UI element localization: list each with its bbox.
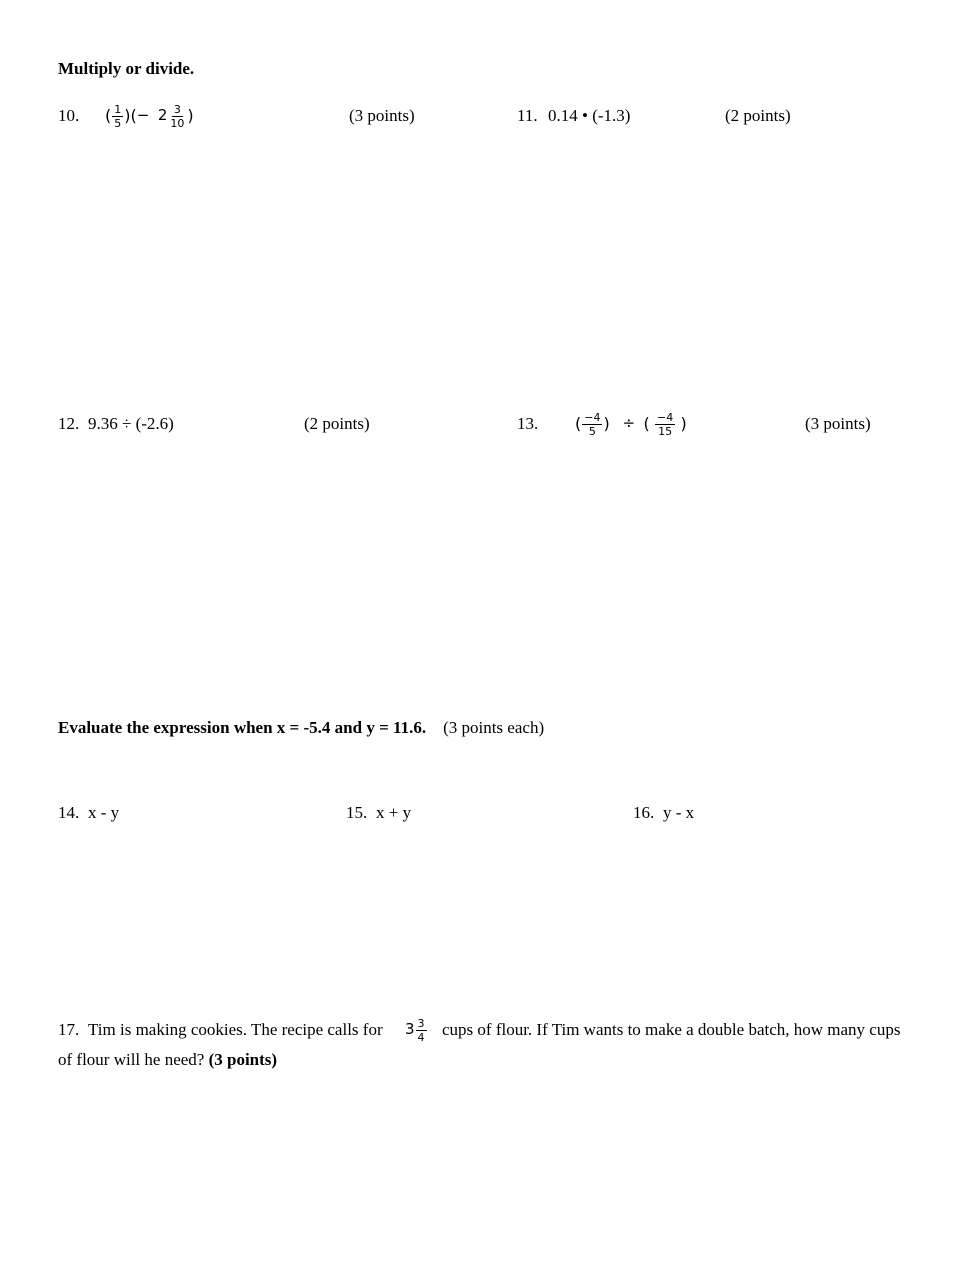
section-heading-evaluate-points: (3 points each) xyxy=(443,718,545,737)
q11-number: 11. xyxy=(517,106,538,125)
q17-line2 xyxy=(58,1050,277,1070)
q13-close-paren-1: ) xyxy=(603,414,610,434)
q10-number: 10. xyxy=(58,106,80,125)
q10-fraction-2-numerator: 3 xyxy=(173,102,181,116)
q17-line2-text: of flour will he need? xyxy=(58,1050,205,1069)
q13-open-paren-2: ( xyxy=(643,414,650,434)
q10-points: (3 points) xyxy=(349,106,415,125)
q12-expression: 9.36 ÷ (-2.6) xyxy=(88,414,174,433)
q13-divide-sign: ÷ xyxy=(622,414,636,432)
q17-points: (3 points) xyxy=(208,1050,278,1069)
q10-fraction-1-numerator: 1 xyxy=(114,102,122,116)
q13-fraction-2-denominator: 15 xyxy=(658,424,673,438)
q10-open-paren-2: ( xyxy=(130,106,137,126)
section-heading-multiply-divide: Multiply or divide. xyxy=(58,59,195,78)
q13-number: 13. xyxy=(517,414,539,433)
q16-number: 16. xyxy=(633,803,655,822)
section-heading-evaluate-text: Evaluate the expression when x = -5.4 and y = 11.6. xyxy=(58,718,427,737)
q13-fraction-2-numerator: −4 xyxy=(657,410,674,424)
q10-whole-number: 2 xyxy=(157,106,168,124)
q12-points: (2 points) xyxy=(304,414,370,433)
q16-expression: y - x xyxy=(663,803,695,822)
q10-open-paren-1: ( xyxy=(105,106,112,126)
q10-minus-sign: − xyxy=(136,106,150,124)
q17-fraction-denominator: 4 xyxy=(417,1030,425,1044)
q10-expression xyxy=(105,100,194,131)
q10-close-paren-1: ) xyxy=(124,106,131,126)
q13-fraction-1-denominator: 5 xyxy=(588,424,596,438)
q10-fraction-2-denominator: 10 xyxy=(170,116,185,130)
q17-text-after: cups of flour. If Tim wants to make a double batch, how many cups xyxy=(442,1020,901,1039)
section-heading-evaluate xyxy=(58,718,544,738)
q10-close-paren-2: ) xyxy=(187,106,194,126)
q13-fraction-1 xyxy=(582,412,602,437)
q10-fraction-1 xyxy=(112,104,123,129)
q11-expression: 0.14 • (-1.3) xyxy=(548,106,631,125)
q14-number: 14. xyxy=(58,803,80,822)
q13-close-paren-2: ) xyxy=(680,414,687,434)
q17-fraction-numerator: 3 xyxy=(417,1016,425,1030)
q15-expression: x + y xyxy=(376,803,412,822)
q13-points: (3 points) xyxy=(805,414,871,433)
q17-mixed-number xyxy=(405,1014,428,1044)
q17-number: 17. xyxy=(58,1020,80,1039)
q15-number: 15. xyxy=(346,803,368,822)
q13-fraction-2 xyxy=(655,412,675,437)
q13-expression xyxy=(575,408,687,439)
q13-fraction-1-numerator: −4 xyxy=(584,410,601,424)
q17-fraction xyxy=(416,1018,427,1043)
q13-open-paren-1: ( xyxy=(575,414,582,434)
q10-fraction-1-denominator: 5 xyxy=(114,116,122,130)
q17-whole-number: 3 xyxy=(405,1020,415,1038)
q10-fraction-2 xyxy=(168,104,186,129)
q12-number: 12. xyxy=(58,414,80,433)
q11-points: (2 points) xyxy=(725,106,791,125)
q17-text-before: Tim is making cookies. The recipe calls for xyxy=(88,1020,383,1039)
q14-expression: x - y xyxy=(88,803,120,822)
